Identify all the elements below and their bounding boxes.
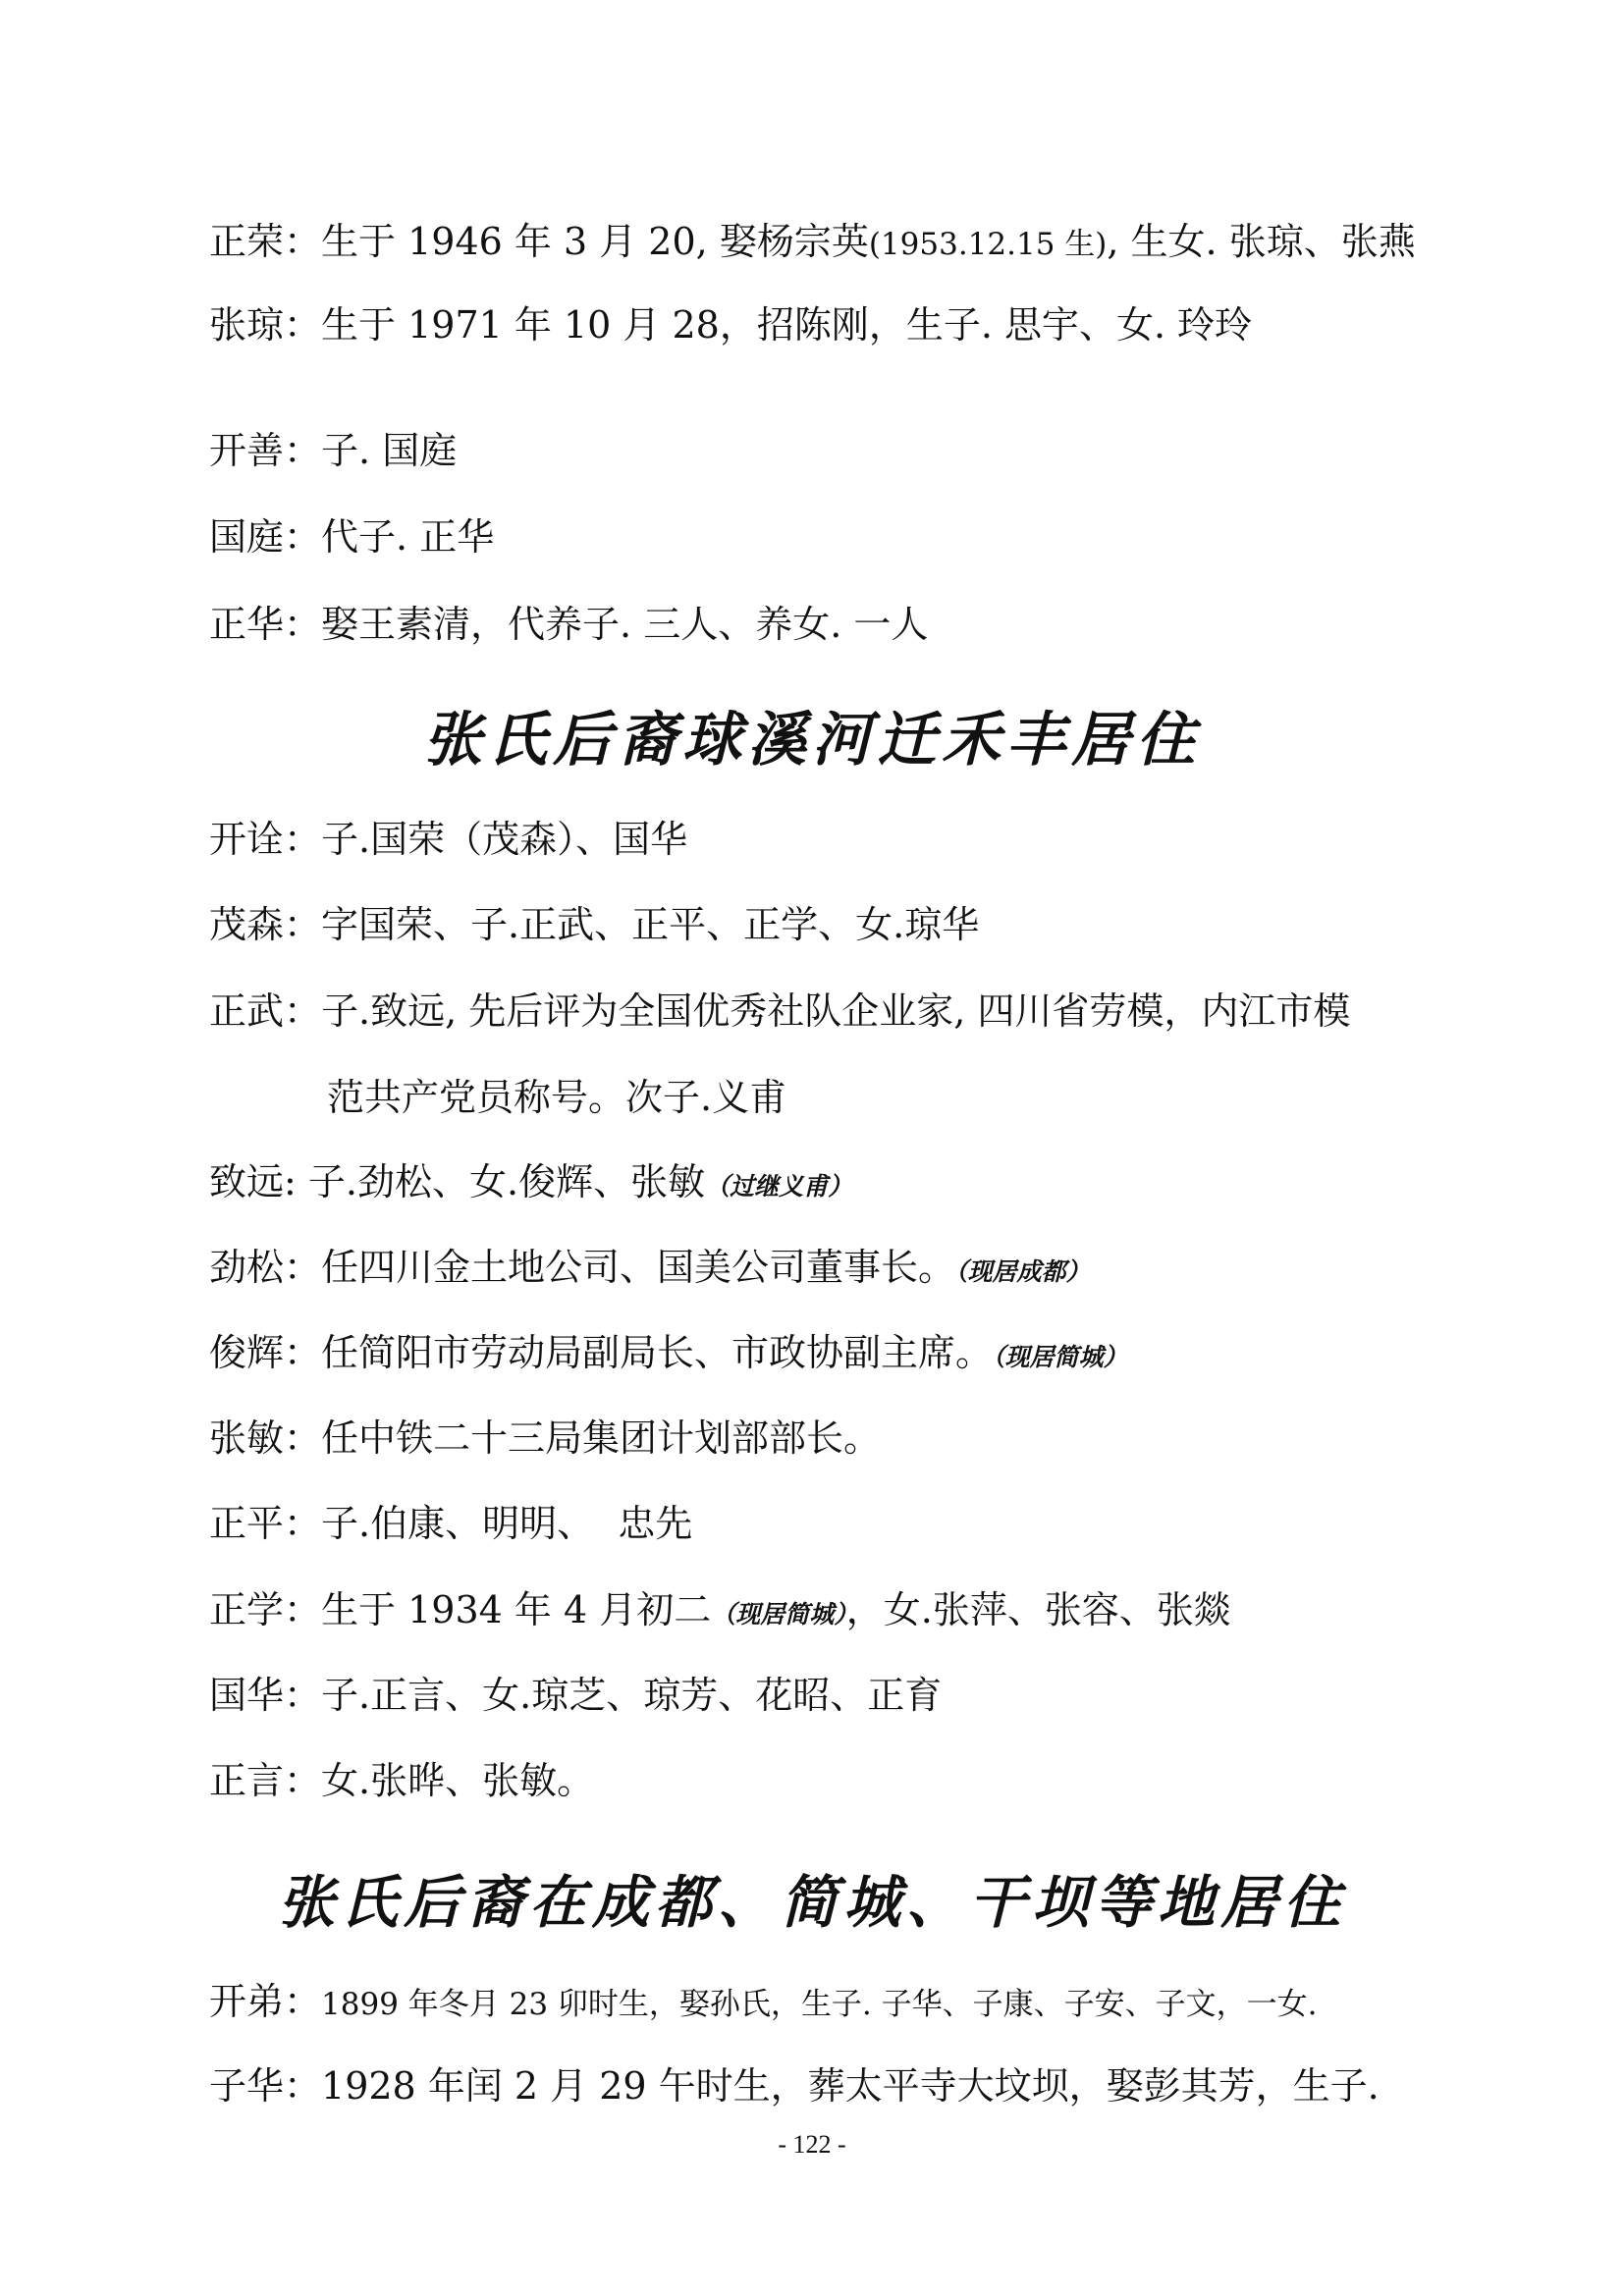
entry-colon: ：: [284, 1246, 322, 1289]
entry-colon: ：: [284, 903, 322, 946]
entry-name: 国华: [209, 1674, 285, 1717]
entry-maosen: [209, 901, 1417, 948]
entry-zhengyan: [209, 1757, 1417, 1804]
entry-text: 任四川金土地公司、国美公司董事长。: [321, 1246, 956, 1289]
entry-note: （现居简城）: [711, 1600, 846, 1629]
section-heading-chengdu: 张氏后裔在成都、简城、干坝等地居住: [277, 1869, 1346, 1936]
entry-text: 子.致远, 先后评为全国优秀社队企业家, 四川省劳模，内江市模: [321, 989, 1351, 1033]
entry-text: , 生女. 张琼、张燕: [1107, 220, 1416, 263]
entry-colon: ：: [284, 515, 322, 559]
entry-colon: ：: [284, 220, 322, 263]
entry-colon: ：: [284, 989, 322, 1033]
entry-name: 开弟: [209, 1980, 285, 2023]
entry-kaiquan: [209, 816, 1417, 863]
entry-colon: ：: [284, 1416, 322, 1460]
entry-zhenghua: [209, 601, 1417, 648]
entry-text: 1928 年闰 2 月 29 午时生，葬太平寺大坟坝，娶彭其芳，生子.: [321, 2064, 1380, 2108]
entry-zhengwu: [209, 988, 1417, 1035]
entry-text: 字国荣、子.正武、正平、正学、女.琼华: [321, 903, 980, 946]
page-number: - 122 -: [778, 2130, 846, 2159]
entry-note: （现居简城）: [993, 1343, 1128, 1371]
entry-text: 1899 年冬月 23 卯时生，娶孙氏，生子. 子华、子康、子安、子文，一女.: [321, 1987, 1318, 2022]
entry-text: 子. 国庭: [321, 429, 458, 472]
entry-text: 子.国荣（茂森）、国华: [321, 818, 688, 861]
entry-name: 正荣: [209, 220, 285, 263]
entry-text: 任中铁二十三局集团计划部部长。: [321, 1416, 882, 1460]
entry-colon: ：: [284, 2064, 322, 2108]
entry-name: 国庭: [209, 515, 285, 559]
entry-colon: ：: [284, 1502, 322, 1545]
entry-colon: ：: [284, 1588, 322, 1631]
entry-name: 茂森: [209, 903, 285, 946]
entry-guoting: [209, 513, 1417, 561]
entry-kaishan: [209, 427, 1417, 474]
entry-text: 子.正言、女.琼芝、琼芳、花昭、正育: [321, 1674, 943, 1717]
entry-text: 子.伯康、明明、 忠先: [321, 1502, 693, 1545]
entry-colon: ：: [284, 1980, 322, 2023]
entry-name: 正言: [209, 1759, 285, 1802]
entry-name: 子华: [209, 2064, 285, 2108]
entry-kaidi: [209, 1978, 1417, 2028]
entry-text: 女.张晔、张敏。: [321, 1759, 595, 1802]
entry-guohua: [209, 1672, 1417, 1719]
entry-colon: ：: [284, 429, 322, 472]
entry-zhengping: [209, 1500, 1417, 1547]
entry-name: 俊辉: [209, 1331, 285, 1374]
entry-text: 生于 1946 年 3 月 20, 娶杨宗英: [321, 220, 869, 263]
entry-colon: ：: [284, 1674, 322, 1717]
entry-zhengrong: [209, 218, 1417, 268]
entry-note: （现居成都）: [955, 1257, 1091, 1286]
entry-text: 任简阳市劳动局副局长、市政协副主席。: [321, 1331, 994, 1374]
entry-birthdate: (1953.12.15 生): [868, 227, 1108, 262]
section-heading-hefeng: 张氏后裔球溪河迁禾丰居住: [423, 706, 1201, 774]
entry-text: 生于 1934 年 4 月初二: [321, 1588, 712, 1631]
entry-colon: ：: [284, 1759, 322, 1802]
entry-zhangqiong: [209, 301, 1417, 348]
entry-name: 开善: [209, 429, 285, 472]
entry-colon: ：: [284, 1331, 322, 1374]
entry-name: 开诠: [209, 818, 285, 861]
entry-junhui: [209, 1329, 1417, 1381]
entry-name: 劲松: [209, 1246, 285, 1289]
entry-text: 娶王素清，代养子. 三人、养女. 一人: [321, 603, 929, 646]
entry-zhangmin: [209, 1415, 1417, 1462]
entry-name: 致远: [209, 1160, 285, 1203]
entry-name: 正华: [209, 603, 285, 646]
entry-name: 张敏: [209, 1416, 285, 1460]
entry-zhengxue: [209, 1586, 1417, 1638]
entry-colon: :: [284, 1160, 308, 1203]
entry-colon: ：: [284, 603, 322, 646]
entry-zihua: [209, 2062, 1417, 2109]
entry-name: 张琼: [209, 303, 285, 347]
entry-zhengwu-continuation: 范共产党员称号。次子.义甫: [327, 1076, 787, 1119]
entry-name: 正学: [209, 1588, 285, 1631]
entry-text: 代子. 正华: [321, 515, 495, 559]
entry-zhiyuan: [209, 1158, 1417, 1210]
entry-text: 子.劲松、女.俊辉、张敏: [307, 1160, 706, 1203]
entry-colon: ：: [284, 818, 322, 861]
entry-jinsong: [209, 1244, 1417, 1296]
entry-colon: ：: [284, 303, 322, 347]
entry-note: （过继义甫）: [705, 1172, 853, 1201]
entry-name: 正平: [209, 1502, 285, 1545]
entry-name: 正武: [209, 989, 285, 1033]
entry-text: 生于 1971 年 10 月 28，招陈刚，生子. 思宇、女. 玲玲: [321, 303, 1253, 347]
entry-text: ，女.张萍、张容、张燚: [845, 1588, 1231, 1631]
